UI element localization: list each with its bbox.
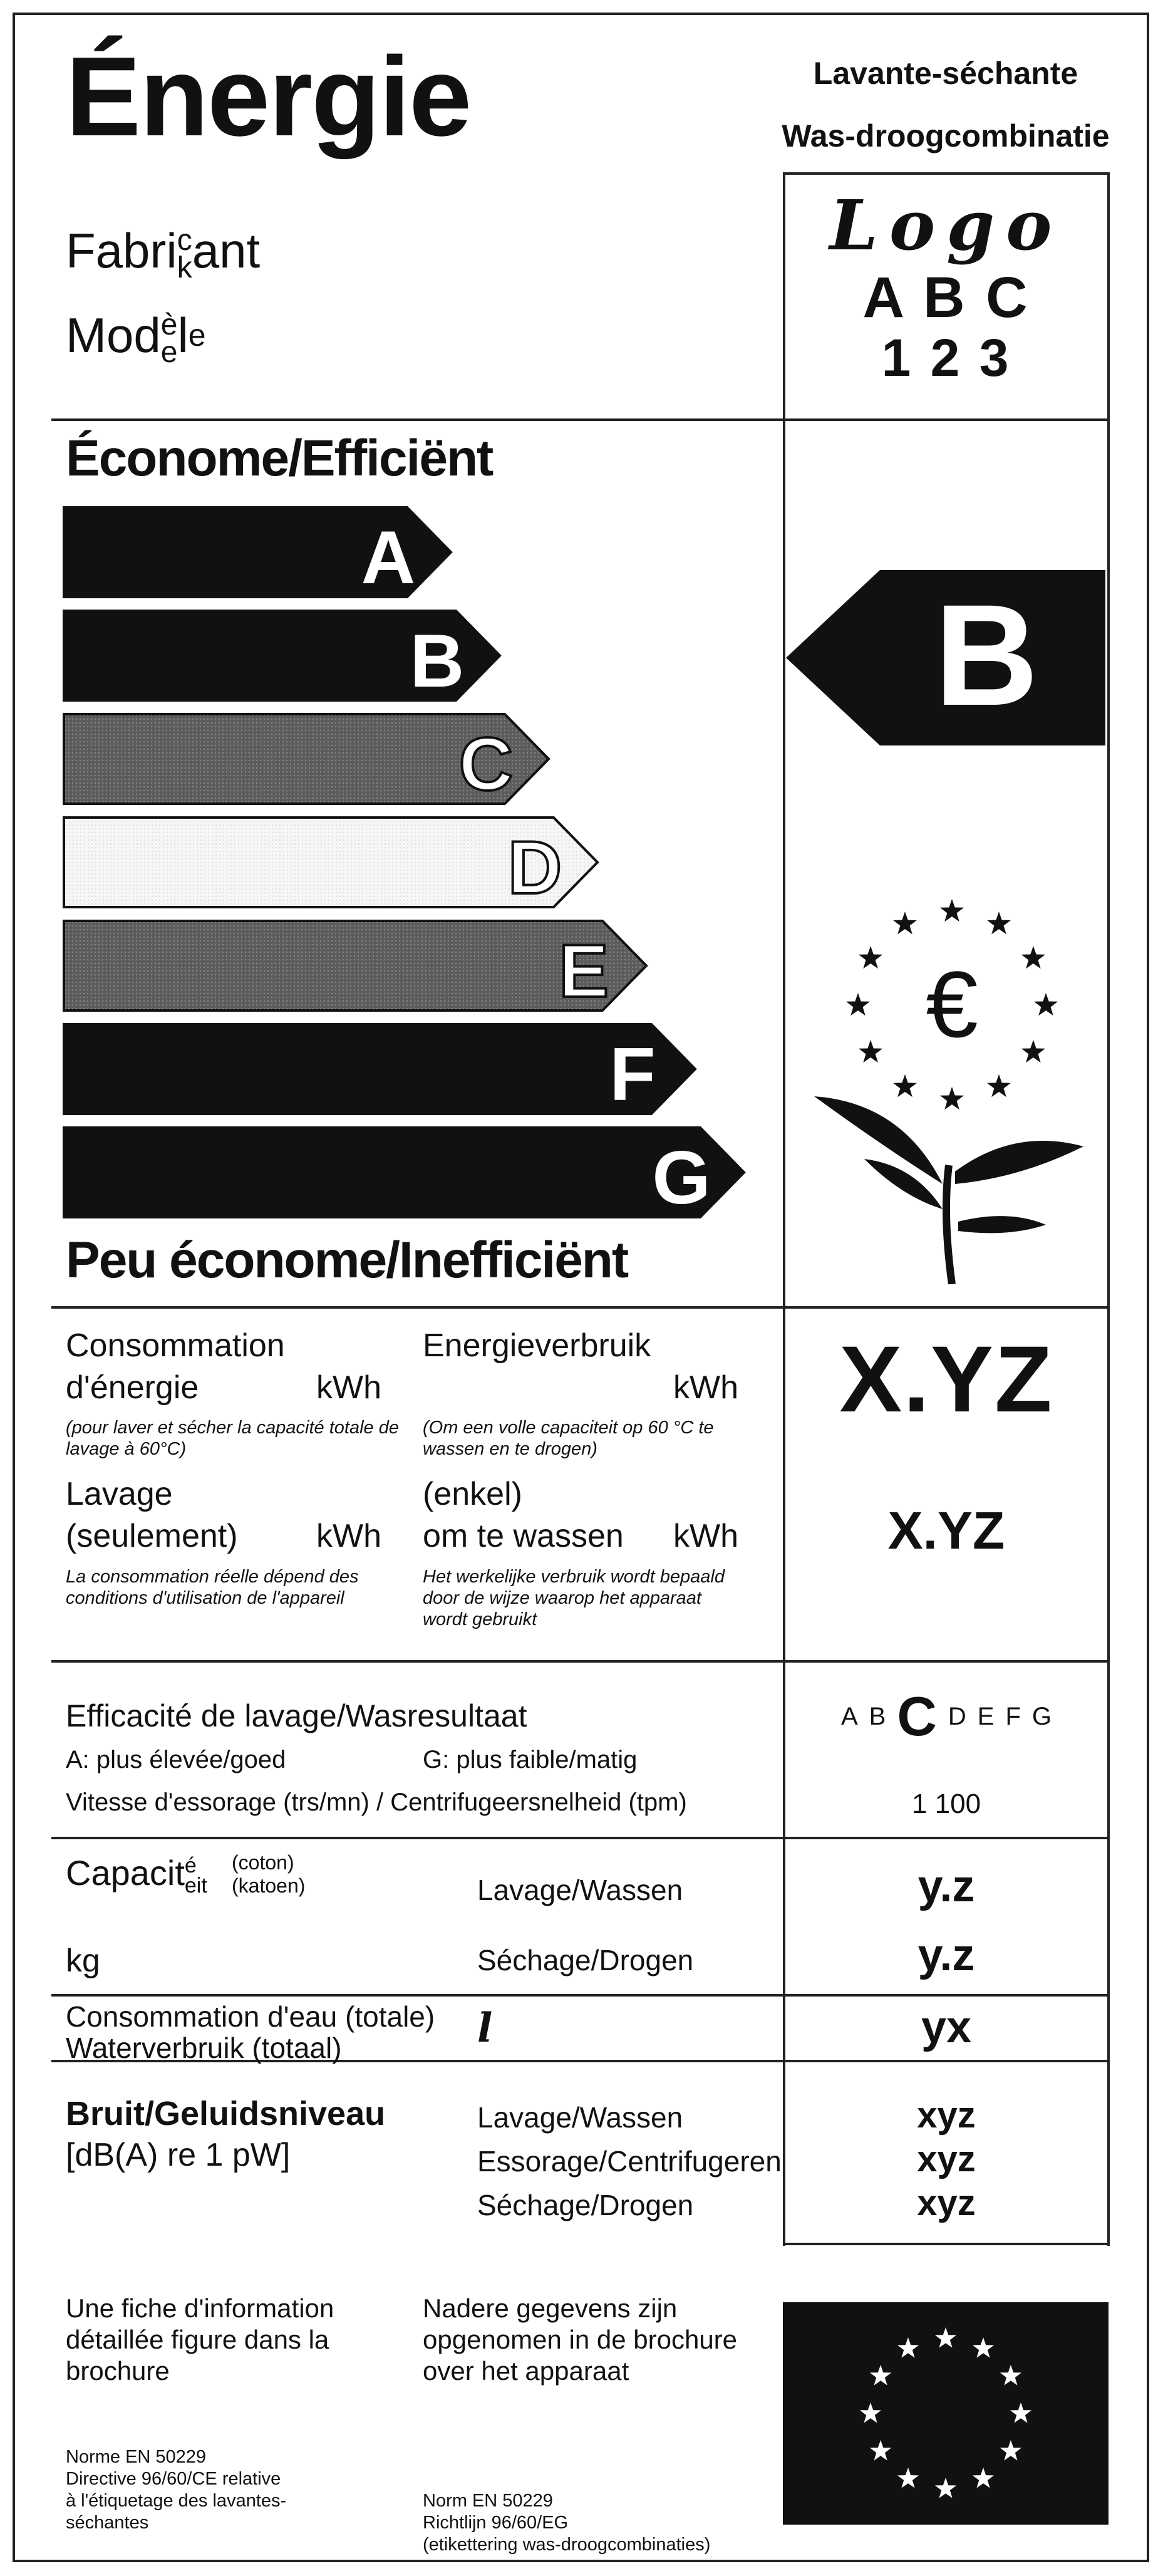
noise-dry-value: xyz xyxy=(917,2183,976,2223)
washing-worst: G: plus faible/matig xyxy=(423,1746,638,1774)
spin-value: 1 100 xyxy=(911,1789,981,1819)
footer-nl-norm-3: (etikettering was-droogcombinaties) xyxy=(423,2535,711,2555)
energy-fr-unit: kWh xyxy=(316,1369,381,1406)
wash-only-nl-2: om te wassen xyxy=(423,1518,624,1554)
footer-fr-norm-2: Directive 96/60/CE relative xyxy=(66,2469,281,2489)
capacity-katoen: (katoen) xyxy=(232,1874,306,1897)
capacity-wash-label: Lavage/Wassen xyxy=(477,1874,683,1906)
rating-letter: B xyxy=(934,574,1039,735)
class-letter-c: C xyxy=(458,722,514,806)
footer-fr-info xyxy=(66,2293,334,2387)
wash-only-value: X.YZ xyxy=(887,1501,1005,1560)
capacity-unit: kg xyxy=(66,1943,100,1979)
energy-nl-title: Energieverbruik xyxy=(423,1327,651,1364)
capacity-label xyxy=(66,1854,207,1896)
capacity-sup: é xyxy=(184,1854,197,1878)
footer-nl-info-3: over het apparaat xyxy=(423,2356,629,2386)
model-sub: e xyxy=(160,336,178,370)
footer-fr-norm-3: à l'étiquetage des lavantes- xyxy=(66,2491,287,2511)
washing-class-c: C xyxy=(897,1685,937,1747)
noise-wash-value: xyz xyxy=(917,2095,976,2136)
appliance-type-fr: Lavante-séchante xyxy=(813,56,1078,91)
model-end: e xyxy=(188,318,206,353)
wash-only-fr-2: (seulement) xyxy=(66,1518,238,1554)
noise-spin-value: xyz xyxy=(917,2139,976,2179)
capacity-sub: eit xyxy=(184,1874,207,1898)
washing-class-row xyxy=(785,1685,1107,1747)
noise-unit: [dB(A) re 1 pW] xyxy=(66,2137,291,2173)
wash-only-nl-unit: kWh xyxy=(673,1518,738,1554)
class-arrow-f xyxy=(64,1024,695,1114)
flower-star xyxy=(859,946,882,969)
class-letter-a: A xyxy=(361,516,416,600)
label-title: Énergie xyxy=(66,34,471,160)
manufacturer-logo xyxy=(786,185,1107,387)
washing-class-b: B xyxy=(869,1702,886,1730)
energy-fr-note: (pour laver et sécher la capacité totale de lavage à 60°C) xyxy=(66,1418,399,1459)
energy-fr-title-2: d'énergie xyxy=(66,1369,199,1406)
flower-star xyxy=(987,911,1011,934)
divider-noise xyxy=(783,2243,1110,2245)
washing-title: Efficacité de lavage/Wasresultaat xyxy=(66,1698,527,1733)
washing-class-a: A xyxy=(840,1702,858,1730)
right-column-divider-right xyxy=(1107,172,1110,2246)
footer-nl-info xyxy=(423,2293,737,2387)
water-fr-label: Consommation d'eau (totale) xyxy=(66,2000,435,2033)
logo-line-2: A B C xyxy=(862,266,1030,330)
washing-class-d: D xyxy=(948,1702,966,1730)
footer-fr-norm-1: Norme EN 50229 xyxy=(66,2447,207,2467)
footer-nl-info-2: opgenomen in de brochure xyxy=(423,2325,738,2354)
model-mid: l xyxy=(177,308,189,363)
model-sup: è xyxy=(160,308,178,342)
noise-title: Bruit/Geluidsniveau xyxy=(66,2095,386,2132)
footer-fr-info-2: détaillée figure dans la xyxy=(66,2325,329,2354)
flower-star xyxy=(987,1074,1011,1097)
wash-only-nl-1: (enkel) xyxy=(423,1476,522,1512)
manufacturer-sub: k xyxy=(177,251,192,285)
capacity-coton: (coton) xyxy=(232,1851,294,1874)
efficiency-scale xyxy=(0,0,783,1316)
class-letter-e: E xyxy=(558,929,609,1013)
footer-nl-norm-1: Norm EN 50229 xyxy=(423,2491,553,2511)
class-arrow-g xyxy=(64,1128,744,1217)
manufacturer-end: ant xyxy=(192,223,261,278)
wash-only-fr-note: La consommation réelle dépend des conditions d'utilisation de l'appareil xyxy=(66,1567,359,1608)
flower-star xyxy=(1034,993,1058,1015)
capacity-wash-value: y.z xyxy=(917,1861,975,1911)
wash-only-nl-note: Het werkelijke verbruik wordt bepaald door de wijze waarop het apparaat wordt gebruikt xyxy=(423,1567,725,1629)
appliance-type-nl: Was-droogcombinatie xyxy=(782,118,1110,153)
energy-nl-note: (Om een volle capaciteit op 60 °C te wassen en te drogen) xyxy=(423,1418,714,1459)
scale-bottom-label: Peu économe/Inefficiënt xyxy=(66,1232,628,1289)
flower-star xyxy=(940,899,964,922)
eco-flower-icon xyxy=(808,883,1083,1284)
energy-nl-unit: kWh xyxy=(673,1369,738,1406)
washing-class-g: G xyxy=(1031,1702,1052,1730)
footer-fr-norm-4: séchantes xyxy=(66,2513,149,2533)
noise-dry-label: Séchage/Drogen xyxy=(477,2189,694,2221)
class-letter-f: F xyxy=(609,1032,656,1116)
logo-line-1: Logo xyxy=(829,185,1063,266)
footer-fr-norm xyxy=(66,2446,286,2534)
divider-washing xyxy=(51,1837,1110,1839)
eco-euro-symbol: € xyxy=(926,952,978,1057)
class-letter-g: G xyxy=(652,1136,711,1220)
noise-spin-label: Essorage/Centrifugeren xyxy=(477,2145,782,2178)
footer-nl-info-1: Nadere gegevens zijn xyxy=(423,2293,678,2323)
energy-value: X.YZ xyxy=(839,1326,1053,1431)
footer-nl-norm-2: Richtlijn 96/60/EG xyxy=(423,2513,569,2533)
spin-label: Vitesse d'essorage (trs/mn) / Centrifugeersnelheid (tpm) xyxy=(66,1789,687,1816)
flower-star xyxy=(893,1074,917,1097)
flower-star xyxy=(1021,1040,1045,1062)
capacity-main: Capacit xyxy=(66,1853,185,1893)
manufacturer-sup: c xyxy=(177,224,192,257)
water-value: yx xyxy=(921,2002,972,2052)
footer-nl-norm xyxy=(423,2490,710,2556)
class-letter-b: B xyxy=(410,619,465,703)
wash-only-fr-unit: kWh xyxy=(316,1518,381,1554)
wash-only-fr-1: Lavage xyxy=(66,1476,173,1512)
capacity-dry-label: Séchage/Drogen xyxy=(477,1944,694,1976)
washing-class-f: F xyxy=(1005,1702,1021,1730)
logo-line-3: 1 2 3 xyxy=(881,328,1011,387)
water-nl-label: Waterverbruik (totaal) xyxy=(66,2032,342,2064)
washing-best: A: plus élevée/goed xyxy=(66,1746,286,1774)
water-unit: l xyxy=(477,2005,493,2052)
flower-star xyxy=(893,911,917,934)
capacity-dry-value: y.z xyxy=(917,1930,975,1980)
noise-wash-label: Lavage/Wassen xyxy=(477,2101,683,2134)
flower-star xyxy=(940,1087,964,1109)
scale-top-label: Économe/Efficiënt xyxy=(66,430,493,487)
divider-logo-top xyxy=(783,172,1110,175)
footer-fr-info-3: brochure xyxy=(66,2356,170,2386)
energy-fr-title-1: Consommation xyxy=(66,1327,285,1364)
model-text: Mod xyxy=(66,308,161,363)
rating-indicator xyxy=(786,564,1107,752)
divider-capacity xyxy=(51,1994,1110,1997)
manufacturer-text: Fabri xyxy=(66,223,177,278)
divider-energy xyxy=(51,1660,1110,1663)
washing-class-e: E xyxy=(977,1702,995,1730)
class-letter-d: D xyxy=(507,826,562,910)
flower-star xyxy=(846,993,870,1015)
flower-star xyxy=(1021,946,1045,969)
footer-fr-info-1: Une fiche d'information xyxy=(66,2293,334,2323)
eu-flag-icon xyxy=(783,2302,1109,2525)
flower-star xyxy=(859,1040,882,1062)
